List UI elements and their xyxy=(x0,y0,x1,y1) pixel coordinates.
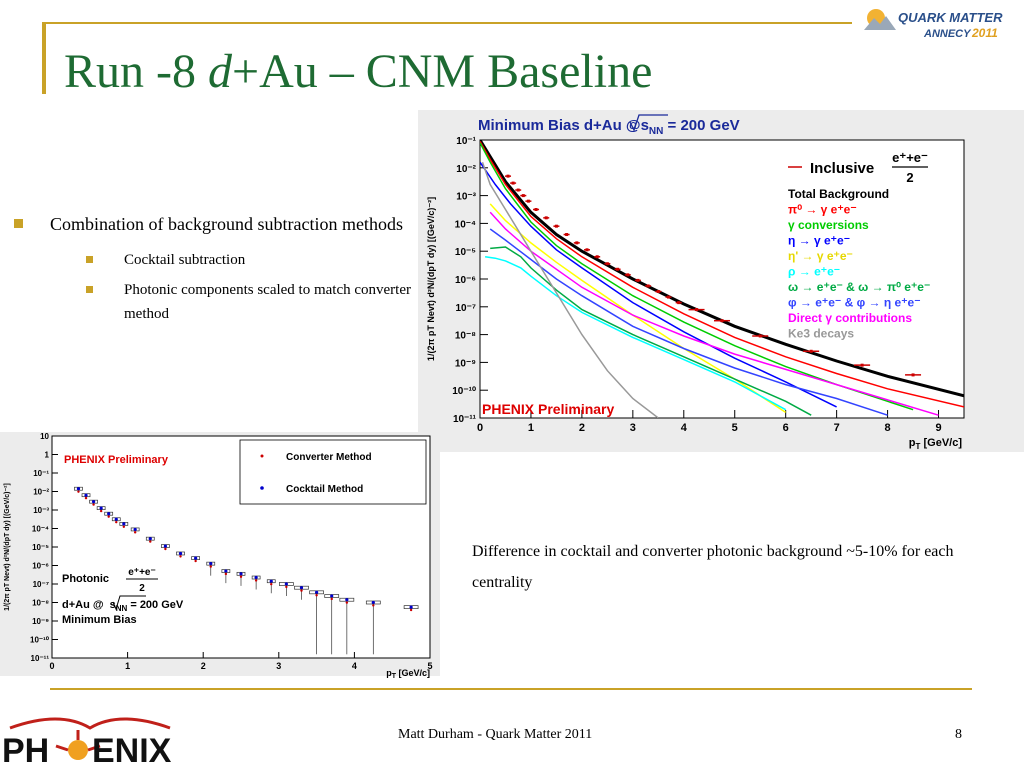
converter-point xyxy=(100,510,102,512)
converter-point xyxy=(255,579,257,581)
data-point xyxy=(647,284,650,287)
y-tick-label: 10⁻⁴ xyxy=(454,219,476,231)
y-tick-label: 10⁻³ xyxy=(33,506,49,515)
y-tick-label: 10⁻⁶ xyxy=(32,561,49,571)
phenix-preliminary-label: PHENIX Preliminary xyxy=(482,401,615,417)
data-point xyxy=(585,248,588,251)
x-tick-label: 0 xyxy=(476,422,484,434)
y-tick-label: 10⁻⁶ xyxy=(454,275,476,286)
converter-point xyxy=(123,526,125,528)
converter-point xyxy=(164,548,166,550)
bullet-list xyxy=(14,210,414,326)
y-tick-label: 10⁻⁷ xyxy=(455,302,476,314)
x-axis-label xyxy=(386,668,430,680)
system-label-s: s xyxy=(109,599,116,611)
svg-text:ANNECY: ANNECY xyxy=(924,28,971,40)
data-point xyxy=(616,268,619,271)
converter-point xyxy=(179,555,181,557)
x-tick-label: 6 xyxy=(782,422,789,434)
x-tick-label: 7 xyxy=(833,422,840,434)
data-point xyxy=(626,273,629,276)
data-point xyxy=(810,350,813,353)
system-label-b: = 200 GeV xyxy=(127,599,184,611)
y-tick-label: 10⁻⁴ xyxy=(31,524,49,534)
bullet-sub-cocktail: Cocktail subtraction xyxy=(86,248,414,272)
y-tick-label: 10⁻¹⁰ xyxy=(452,386,476,398)
x-label-p: p xyxy=(908,437,916,449)
x-axis-label xyxy=(909,437,963,451)
chart-title-sub: NN xyxy=(648,126,664,137)
y-tick-label: 10 xyxy=(40,432,49,441)
x-tick-label: 0 xyxy=(49,661,55,671)
x-tick-label: 3 xyxy=(629,422,636,434)
cocktail-point xyxy=(149,537,152,540)
quark-matter-logo xyxy=(862,4,1012,44)
converter-point xyxy=(134,531,136,533)
legend-item-2: γ conversions xyxy=(788,218,869,232)
cocktail-point xyxy=(92,500,95,503)
svg-text:QUARK MATTER: QUARK MATTER xyxy=(898,10,1003,25)
x-tick-label: 2 xyxy=(578,422,585,434)
legend-item-7: φ → e⁺e⁻ & φ → η e⁺e⁻ xyxy=(788,295,921,310)
legend-item-0: Total Background xyxy=(788,187,890,201)
x-label-unit: [GeV/c] xyxy=(395,668,430,678)
x-tick-label: 3 xyxy=(276,661,282,671)
legend-frac-bottom: 2 xyxy=(906,170,914,185)
legend-converter-marker xyxy=(261,455,264,458)
data-point xyxy=(522,194,525,197)
converter-point xyxy=(194,560,196,562)
converter-point xyxy=(410,609,412,611)
converter-point xyxy=(300,589,302,591)
cocktail-point xyxy=(179,552,182,555)
x-tick-label: 4 xyxy=(680,422,687,434)
converter-point xyxy=(372,604,374,606)
data-point xyxy=(596,255,599,258)
y-tick-label: 10⁻¹¹ xyxy=(30,654,49,663)
footer-rule xyxy=(50,688,972,690)
x-tick-label: 2 xyxy=(200,661,206,671)
legend-item-9: Ke3 decays xyxy=(788,326,855,341)
svg-text:2011: 2011 xyxy=(972,26,998,40)
y-tick-label: 10⁻¹¹ xyxy=(452,414,476,425)
data-point xyxy=(667,296,670,299)
cocktail-point xyxy=(77,487,80,490)
x-tick-label: 1 xyxy=(527,422,535,434)
cocktail-point xyxy=(115,518,118,521)
converter-point xyxy=(115,521,117,523)
data-point xyxy=(535,208,538,211)
data-point xyxy=(657,290,660,293)
data-point xyxy=(545,216,548,219)
data-point xyxy=(912,373,915,376)
footer-author: Matt Durham - Quark Matter 2011 xyxy=(398,727,593,742)
data-point xyxy=(512,182,515,185)
data-point xyxy=(527,200,530,203)
title-rule xyxy=(42,22,852,24)
legend-cocktail: Cocktail Method xyxy=(286,484,364,495)
data-point xyxy=(606,262,609,265)
chart-title-sqrt-s: s xyxy=(640,117,649,134)
converter-point xyxy=(108,515,110,517)
slide-title: Run -8 d+Au – CNM Baseline xyxy=(64,45,653,98)
photonic-frac-bottom: 2 xyxy=(139,583,145,594)
legend-item-8: Direct γ contributions xyxy=(788,311,913,325)
y-axis-label: 1/(2π pT Nevt) d²N/(dpT dy) [(GeV/c)⁻²] xyxy=(426,196,436,362)
data-point xyxy=(721,319,724,322)
photonic-label: Photonic xyxy=(62,573,110,585)
system-label-a: d+Au @ xyxy=(62,599,104,611)
converter-point xyxy=(85,497,87,499)
system-label-sub: NN xyxy=(115,604,128,613)
cocktail-point xyxy=(134,528,137,531)
legend-item-6: ω → e⁺e⁻ & ω → π⁰ e⁺e⁻ xyxy=(788,280,931,294)
title-accent-bar xyxy=(42,22,46,94)
converter-point xyxy=(331,598,333,600)
data-point xyxy=(677,301,680,304)
legend-item-5: ρ → e⁺e⁻ xyxy=(788,264,841,279)
data-point xyxy=(507,175,510,178)
y-tick-label: 1 xyxy=(44,450,49,460)
system-label-2: Minimum Bias xyxy=(62,614,137,626)
data-point xyxy=(759,334,762,337)
x-tick-label: 8 xyxy=(884,422,891,434)
converter-point xyxy=(225,573,227,575)
y-tick-label: 10⁻⁹ xyxy=(32,617,49,626)
legend-converter: Converter Method xyxy=(286,452,372,463)
data-point xyxy=(565,233,568,236)
y-tick-label: 10⁻³ xyxy=(456,191,476,203)
converter-point xyxy=(315,594,317,596)
x-label-sub: T xyxy=(915,442,921,451)
x-tick-label: 5 xyxy=(427,661,433,671)
cocktail-point xyxy=(410,606,413,609)
y-tick-label: 10⁻⁸ xyxy=(454,330,476,342)
legend-inclusive: Inclusive xyxy=(810,160,875,177)
chart-title-main: Minimum Bias d+Au @ xyxy=(478,117,641,134)
data-point xyxy=(517,189,520,192)
converter-point xyxy=(240,576,242,578)
phenix-logo xyxy=(0,706,175,768)
cocktail-point xyxy=(100,507,103,510)
y-tick-label: 10⁻¹ xyxy=(33,469,49,478)
chart-title xyxy=(478,117,740,137)
legend-cocktail-marker xyxy=(260,486,264,490)
photonic-comparison-svg xyxy=(0,432,440,680)
y-tick-label: 10⁻⁵ xyxy=(32,543,49,552)
cocktail-point xyxy=(122,522,125,525)
svg-text:ENIX: ENIX xyxy=(92,732,172,768)
photonic-frac-top: e⁺+e⁻ xyxy=(128,567,156,578)
converter-point xyxy=(270,583,272,585)
cocktail-point xyxy=(84,494,87,497)
y-tick-label: 10⁻¹ xyxy=(456,136,476,147)
y-tick-label: 10⁻⁹ xyxy=(454,358,476,370)
x-tick-label: 9 xyxy=(935,422,942,434)
legend-frac-top: e⁺+e⁻ xyxy=(892,150,928,165)
inclusive-spectrum-svg xyxy=(418,110,1024,452)
x-tick-label: 1 xyxy=(125,661,131,671)
legend-item-3: η → γ e⁺e⁻ xyxy=(788,233,851,248)
converter-point xyxy=(77,490,79,492)
converter-point xyxy=(92,503,94,505)
converter-point xyxy=(149,540,151,542)
x-tick-label: 4 xyxy=(351,661,357,671)
bullet-sub-photonic: Photonic components scaled to match converter method xyxy=(86,278,414,326)
data-point xyxy=(555,225,558,228)
converter-point xyxy=(346,601,348,603)
page-number: 8 xyxy=(955,727,962,742)
inclusive-spectrum-chart xyxy=(418,110,1024,452)
cocktail-point xyxy=(107,512,110,515)
data-point xyxy=(636,279,639,282)
x-tick-label: 5 xyxy=(731,422,738,434)
legend-item-1: π⁰ → γ e⁺e⁻ xyxy=(788,202,857,217)
cocktail-point xyxy=(164,544,167,547)
data-point xyxy=(575,241,578,244)
converter-point xyxy=(210,565,212,567)
y-tick-label: 10⁻² xyxy=(33,487,49,497)
photonic-comparison-chart xyxy=(0,432,440,680)
difference-note: Difference in cocktail and converter photonic background ~5-10% for each centrality xyxy=(472,543,954,591)
phenix-preliminary-label: PHENIX Preliminary xyxy=(64,454,168,466)
data-point xyxy=(861,364,864,367)
y-tick-label: 10⁻⁷ xyxy=(32,580,49,589)
y-tick-label: 10⁻⁵ xyxy=(454,247,476,259)
x-label-sub: T xyxy=(391,673,396,680)
chart-title-end: = 200 GeV xyxy=(663,117,740,134)
y-tick-label: 10⁻¹⁰ xyxy=(30,635,49,645)
y-tick-label: 10⁻⁸ xyxy=(32,598,49,608)
y-axis-label: 1/(2π pT Nevt) d²N/(dpT dy) [(GeV/c)⁻²] xyxy=(4,483,11,611)
data-point xyxy=(695,308,698,311)
y-tick-label: 10⁻² xyxy=(456,163,476,175)
converter-point xyxy=(285,586,287,588)
x-label-p: p xyxy=(386,668,392,678)
svg-text:PH: PH xyxy=(2,732,50,768)
bullet-main: Combination of background subtraction methods xyxy=(14,210,414,238)
x-label-unit: [GeV/c] xyxy=(920,437,962,449)
legend-item-4: η' → γ e⁺e⁻ xyxy=(788,249,853,263)
cocktail-point xyxy=(194,557,197,560)
